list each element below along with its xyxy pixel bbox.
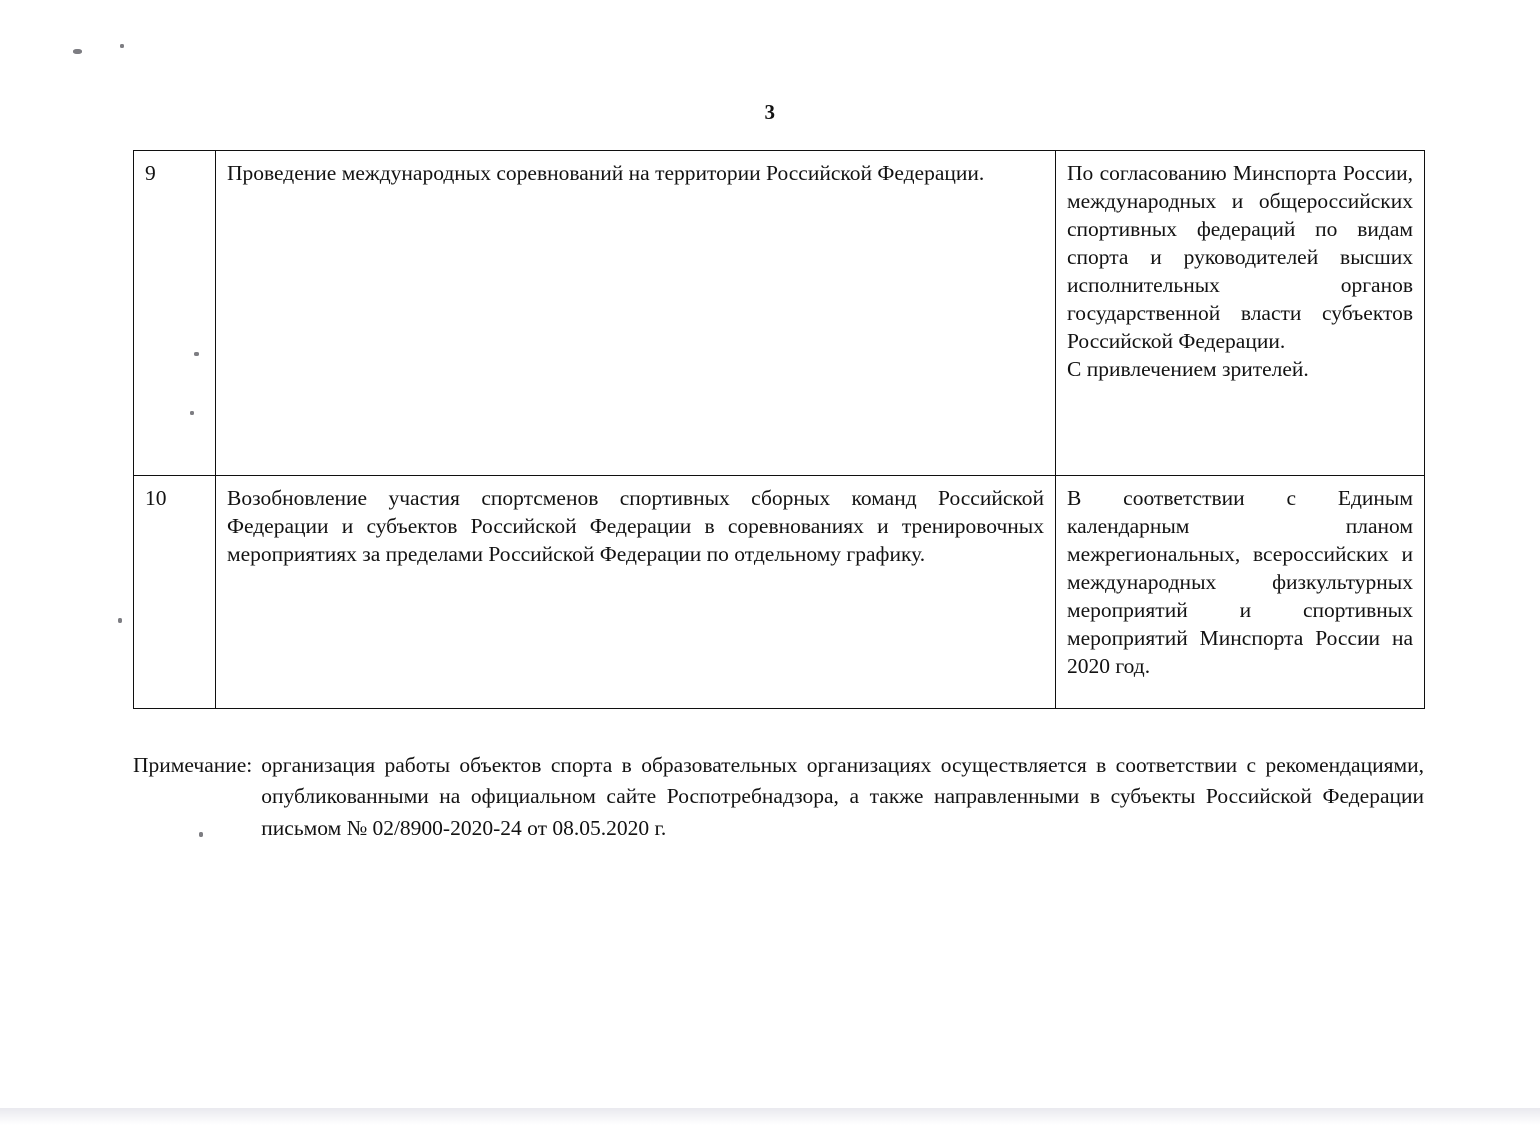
condition-paragraph: По согласованию Минспорта России, международных и общероссийских спортивных федераций по видам спорта и руководителей высших исполнительных органов государственной власти субъектов Российской Федерации. (1067, 161, 1413, 354)
condition-paragraph: С привлечением зрителей. (1067, 357, 1309, 382)
note-body-main: организация работы объектов спорта в образовательных организациях осуществляется в соответствии с рекомендациями, опубликованными на официальном сайте Роспотребнадзора, а также направленными в (261, 753, 1424, 809)
viewer-bottom-edge (0, 1108, 1540, 1125)
note-label: Примечание: (133, 753, 253, 777)
row-number-cell: 9 (134, 151, 216, 476)
scan-speck-icon (73, 49, 82, 54)
row-conditions-cell (1056, 476, 1425, 709)
table-row (134, 476, 1425, 709)
row-number-cell: 10 (134, 476, 216, 709)
condition-paragraph: В соответствии с Единым календарным планом межрегиональных, всероссийских и международных физкультурных мероприятий и спортивных мероприятий Минспорта России на 2020 год. (1067, 486, 1413, 679)
scan-speck-icon (118, 618, 122, 623)
table-row (134, 151, 1425, 476)
scan-speck-icon (120, 44, 124, 48)
row-description-cell: Проведение международных соревнований на территории Российской Федерации. (216, 151, 1056, 476)
measures-table (133, 150, 1425, 709)
note-body-last: субъекты Российской Федерации письмом № 02/8900-2020-24 от 08.05.2020 г. (261, 784, 1425, 840)
note-body (261, 750, 1424, 844)
note-block (133, 750, 1424, 844)
page-number: 3 (764, 100, 776, 124)
row-description-cell: Возобновление участия спортсменов спортивных сборных команд Российской Федерации и субъектов Российской Федерации в соревнованиях и тренировочных мероприятиях за пределами Российской Федерации по отдельному графику. (216, 476, 1056, 709)
row-conditions-cell (1056, 151, 1425, 476)
